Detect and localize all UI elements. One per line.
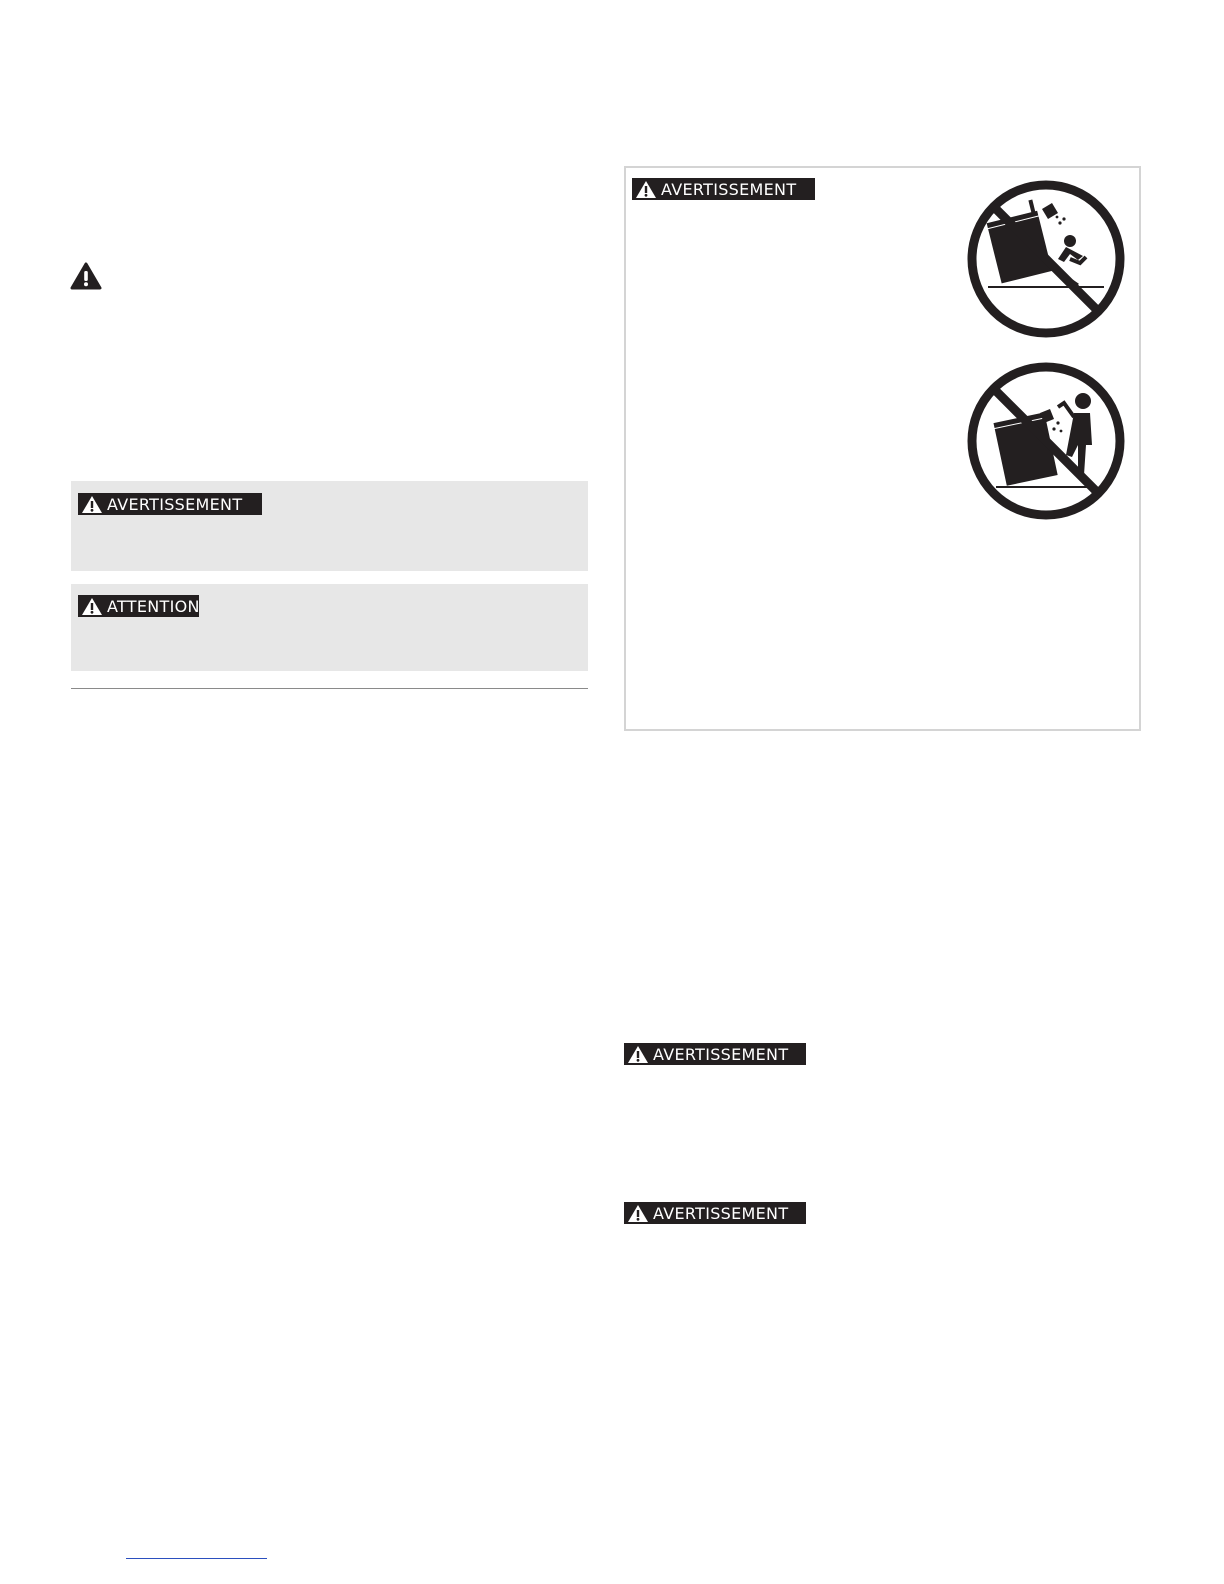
warning-label (78, 493, 262, 515)
section-divider (71, 688, 588, 689)
warning-label (624, 1202, 806, 1224)
footer-link-underline[interactable] (126, 1558, 267, 1559)
caution-label (78, 595, 199, 617)
warning-triangle-icon (635, 180, 657, 199)
safety-alert-icon (70, 262, 102, 290)
warning-label (624, 1043, 806, 1065)
warning-triangle-icon (81, 495, 103, 514)
warning-triangle-icon (81, 597, 103, 616)
no-leaning-on-door-icon (966, 361, 1126, 521)
no-standing-on-door-icon (966, 179, 1126, 339)
warning-label-text: AVERTISSEMENT (107, 494, 243, 514)
warning-triangle-icon (627, 1045, 649, 1064)
warning-triangle-icon (627, 1204, 649, 1223)
warning-label-text: AVERTISSEMENT (661, 179, 797, 199)
warning-label-text: AVERTISSEMENT (653, 1044, 789, 1064)
warning-label-text: AVERTISSEMENT (653, 1203, 789, 1223)
caution-label-text: ATTENTION (107, 596, 200, 616)
warning-label (632, 178, 815, 200)
